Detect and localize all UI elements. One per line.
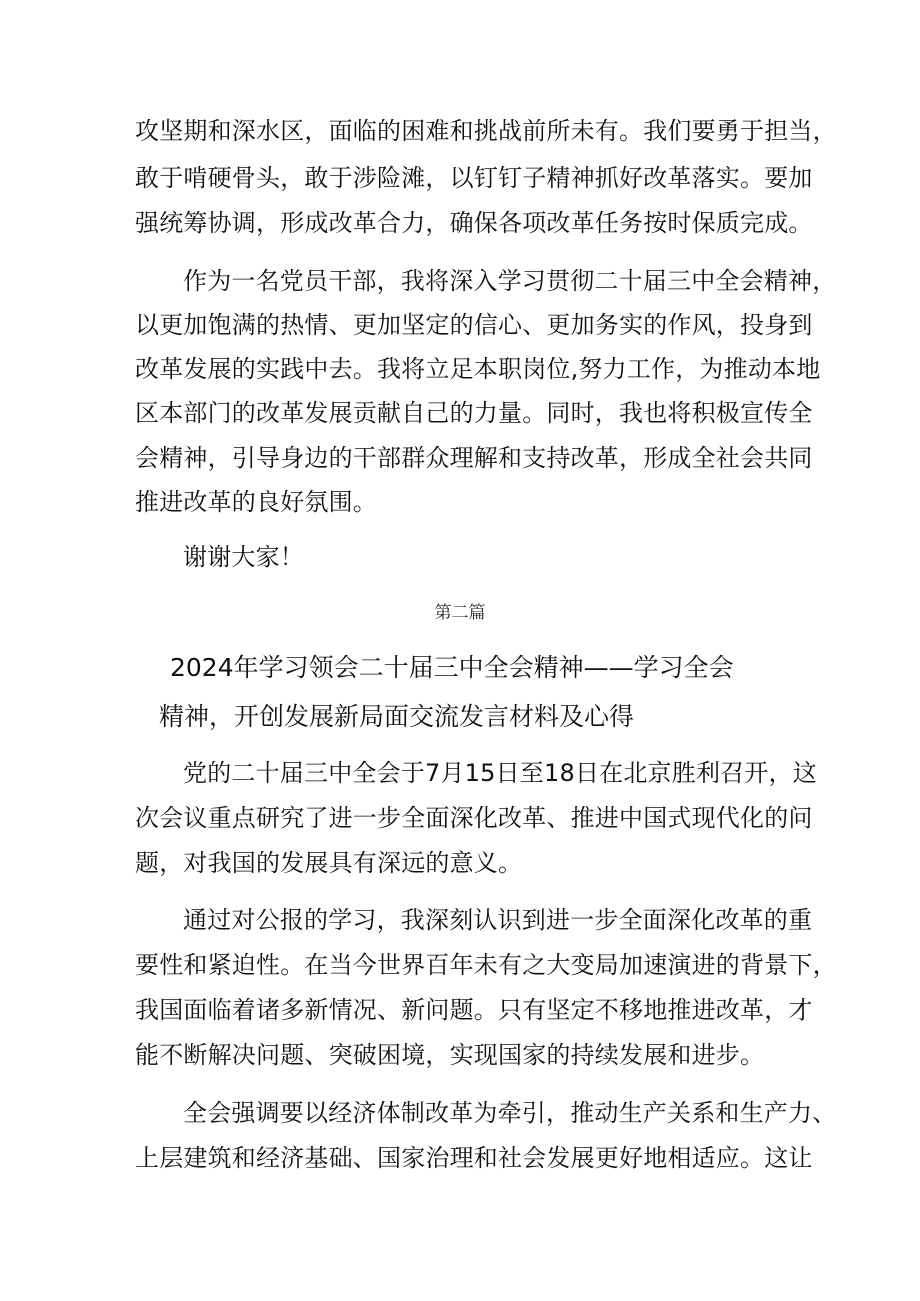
paragraph-line: 强统筹协调，形成改革合力，确保各项改革任务按时保质完成。 [135,209,813,237]
paragraph-line: 以更加饱满的热情、更加坚定的信心、更加务实的作风，投身到 [135,311,813,339]
paragraph-line: 我国面临着诸多新情况、新问题。只有坚定不移地推进改革，才 [135,996,813,1024]
paragraph-line: 能不断解决问题、突破困境，实现国家的持续发展和进步。 [135,1041,765,1069]
paragraph-line: 上层建筑和经济基础、国家治理和社会发展更好地相适应。这让 [135,1144,813,1172]
paragraph-line: 全会强调要以经济体制改革为牵引，推动生产关系和生产力、 [183,1099,837,1127]
paragraph-line: 作为一名党员干部，我将深入学习贯彻二十届三中全会精神， [183,267,837,295]
paragraph-line: 党的二十届三中全会于7月15日至18日在北京胜利召开，这 [183,759,817,787]
paragraph-line: 通过对公报的学习，我深刻认识到进一步全面深化改革的重 [183,906,813,934]
section-heading: 第二篇 [434,603,486,623]
paragraph-line: 会精神，引导身边的干部群众理解和支持改革，形成全社会共同 [135,444,813,472]
paragraph-line: 区本部门的改革发展贡献自己的力量。同时，我也将积极宣传全 [135,399,813,427]
paragraph-line: 要性和紧迫性。在当今世界百年未有之大变局加速演进的背景下， [135,951,837,979]
paragraph-line: 题，对我国的发展具有深远的意义。 [135,849,523,877]
document-title-line: 2024年学习领会二十届三中全会精神——学习全会 [170,653,734,682]
document-title-line: 精神，开创发展新局面交流发言材料及心得 [159,702,635,731]
paragraph-line: 推进改革的良好氛围。 [135,488,377,516]
paragraph-line: 次会议重点研究了进一步全面深化改革、推进中国式现代化的问 [135,804,813,832]
paragraph-line: 改革发展的实践中去。我将立足本职岗位,努力工作，为推动本地 [135,355,821,383]
paragraph-line: 敢于啃硬骨头，敢于涉险滩，以钉钉子精神抓好改革落实。要加 [135,164,813,192]
closing-line: 谢谢大家！ [183,543,304,571]
paragraph-line: 攻坚期和深水区，面临的困难和挑战前所未有。我们要勇于担当， [135,117,837,145]
